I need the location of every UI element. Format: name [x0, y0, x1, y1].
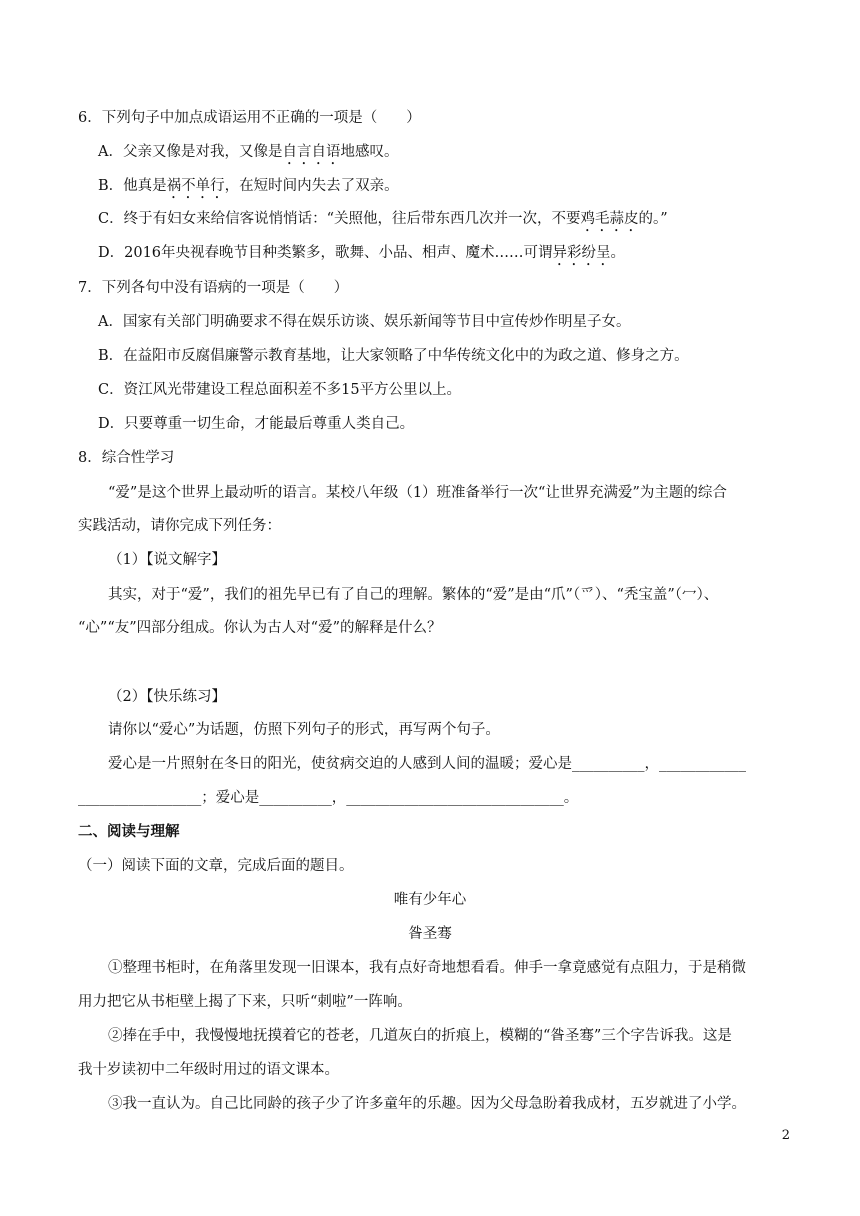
q6-d-pre: D．2016年央视春晚节目种类繁多，歌舞、小品、相声、魔术……可谓 [98, 245, 553, 261]
paragraph-2-line2: 我十岁读初中二年级时用过的语文课本。 [78, 1062, 339, 1078]
paragraph-1-line2: 用力把它从书柜壁上揭了下来，只听“刺啦”一阵响。 [78, 994, 412, 1010]
q8-part2-label: （2）【快乐练习】 [108, 689, 226, 705]
q8-part1-text-line1: 其实，对于“爱”，我们的祖先早已有了自己的理解。繁体的“爱”是由“爪”（爫）、“秃宝盖”（冖）、 [108, 587, 719, 603]
article-title: 唯有少年心 [393, 892, 467, 908]
paragraph-3-line1: ③我一直认为。自己比同龄的孩子少了许多童年的乐趣。因为父母急盼着我成材，五岁就进了小学。 [108, 1096, 746, 1112]
q7-stem: 7．下列各句中没有语病的一项是（ ） [78, 280, 349, 296]
q6-b-post: ，在短时间内失去了双亲。 [224, 178, 399, 194]
q6-option-b [98, 176, 399, 202]
q6-a-post: 地感叹。 [340, 144, 399, 160]
q7-option-d: D．只要尊重一切生命，才能最后尊重人类自己。 [98, 416, 415, 432]
q6-a-idiom: 自言自语 [282, 144, 341, 160]
q6-option-a [98, 142, 398, 168]
q6-stem: 6．下列句子中加点成语运用不正确的一项是（ ） [78, 110, 421, 126]
q6-d-post: 。 [610, 245, 626, 261]
q6-b-idiom: 祸不单行 [166, 178, 225, 194]
q6-a-pre: A．父亲又像是对我，又像是 [98, 144, 283, 160]
section-subheading: （一）阅读下面的文章，完成后面的题目。 [78, 858, 354, 874]
q6-option-d [98, 243, 625, 269]
section-heading: 二、阅读与理解 [78, 823, 180, 840]
article-author: 昝圣骞 [408, 926, 452, 942]
q8-intro-line1: “爱”是这个世界上最动听的语言。某校八年级（1）班准备举行一次“让世界充满爱”为主题的综合 [108, 485, 727, 501]
q6-d-idiom: 异彩纷呈 [552, 245, 611, 261]
q8-part2-text: 请你以“爱心”为话题，仿照下列句子的形式，再写两个句子。 [108, 722, 500, 738]
q6-b-pre: B．他真是 [98, 178, 167, 194]
q8-part1-label: （1）【说文解字】 [108, 552, 226, 568]
q8-part1-text-line2: “心”“友”四部分组成。你认为古人对“爱”的解释是什么？ [78, 620, 442, 636]
paragraph-1-line1: ①整理书柜时，在角落里发现一旧课本，我有点好奇地想看看。伸手一拿竟感觉有点阻力，于是稍微 [108, 960, 746, 976]
q8-example-line1: 爱心是一片照射在冬日的阳光，使贫病交迫的人感到人间的温暖；爱心是__________，____________ [108, 756, 746, 772]
page-number: 2 [781, 1128, 790, 1143]
q6-c-pre: C．终于有妇女来给信客说悄悄话：“关照他，往后带东西几次并一次，不要 [98, 211, 581, 227]
q6-c-post: 的。” [638, 211, 668, 227]
q6-c-idiom: 鸡毛蒜皮 [580, 211, 639, 227]
paragraph-2-line1: ②捧在手中，我慢慢地抚摸着它的苍老，几道灰白的折痕上，模糊的“昝圣骞”三个字告诉我。这是 [108, 1028, 732, 1044]
q8-example-line2: _________________；爱心是__________，______________________________。 [78, 790, 579, 806]
q8-intro-line2: 实践活动，请你完成下列任务： [78, 518, 281, 534]
q6-option-c [98, 209, 668, 235]
q7-option-c: C．资江风光带建设工程总面积差不多15平方公里以上。 [98, 382, 462, 398]
q8-title: 8．综合性学习 [78, 450, 175, 466]
q7-option-b: B．在益阳市反腐倡廉警示教育基地，让大家领略了中华传统文化中的为政之道、修身之方。 [98, 348, 689, 364]
q7-option-a: A．国家有关部门明确要求不得在娱乐访谈、娱乐新闻等节目中宣传炒作明星子女。 [98, 314, 631, 330]
